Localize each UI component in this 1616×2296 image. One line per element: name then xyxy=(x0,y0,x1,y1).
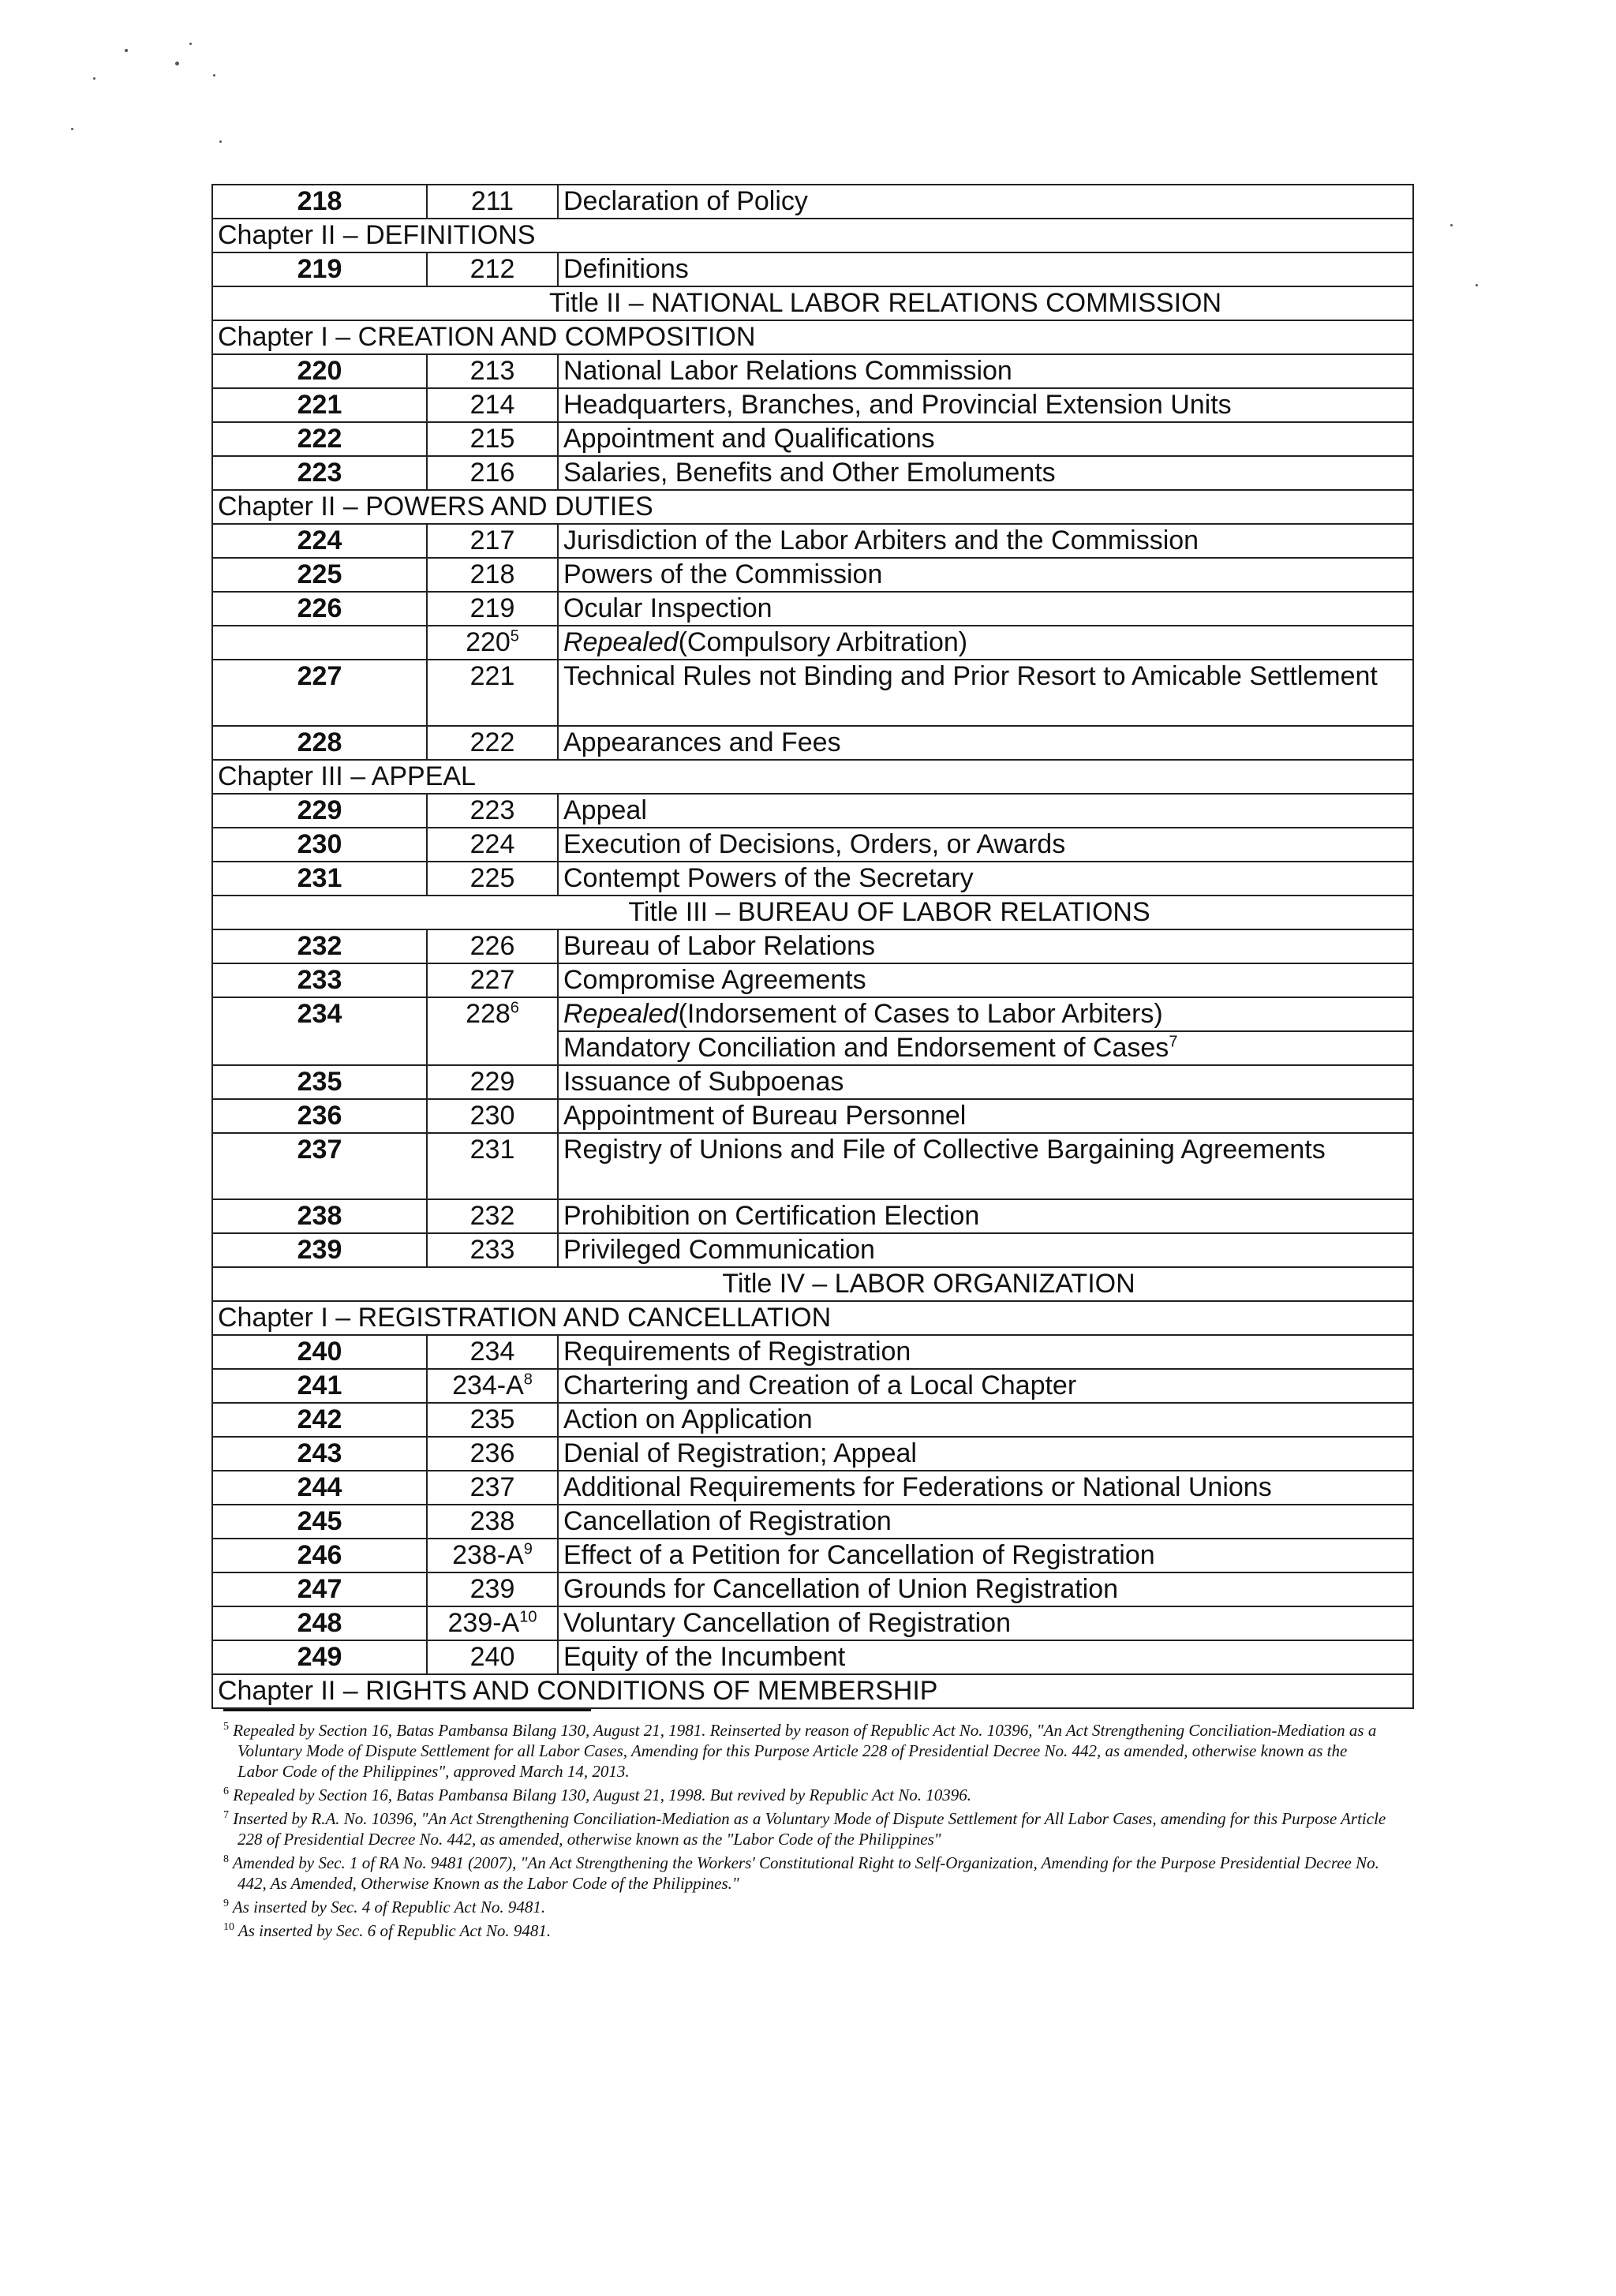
article-row xyxy=(212,388,1413,422)
article-title-text: Appeal xyxy=(563,795,647,825)
article-title xyxy=(558,1199,1413,1233)
article-row xyxy=(212,1369,1413,1403)
article-row xyxy=(212,828,1413,862)
article-row xyxy=(212,1471,1413,1505)
old-article-number xyxy=(427,1369,558,1403)
old-number-text: 240 xyxy=(469,1642,515,1672)
article-title xyxy=(558,1133,1413,1199)
article-row xyxy=(212,997,1413,1031)
old-article-number xyxy=(427,1133,558,1199)
new-article-number: 232 xyxy=(212,929,427,963)
old-number-text: 217 xyxy=(469,525,515,555)
title-row xyxy=(212,286,1413,320)
chapter-heading: Chapter III – APPEAL xyxy=(212,760,1413,794)
footnote-ref: 10 xyxy=(519,1608,537,1626)
article-title-text: Appearances and Fees xyxy=(563,727,841,757)
footnote-text: Inserted by R.A. No. 10396, "An Act Strengthening Conciliation-Mediation as a Voluntary Mode of Dispute Settlement for All Labor Cases, amending for this Purpose Article 228 of Presidential Decree No. 442, as amended, otherwise known as the "Labor Code of the Philippines" xyxy=(229,1809,1386,1849)
old-article-number xyxy=(427,388,558,422)
old-number-text: 238-A xyxy=(452,1540,524,1570)
footnote xyxy=(223,1897,1391,1917)
article-row xyxy=(212,626,1413,660)
old-article-number xyxy=(427,1539,558,1572)
footnote-number: 5 xyxy=(223,1721,229,1733)
article-title-text: Additional Requirements for Federations or National Unions xyxy=(563,1472,1272,1502)
article-title-text: Privileged Communication xyxy=(563,1235,875,1265)
old-article-number xyxy=(427,929,558,963)
title-row xyxy=(212,896,1413,929)
article-title xyxy=(558,252,1413,286)
article-title-text: Contempt Powers of the Secretary xyxy=(563,863,974,893)
footnote-number: 10 xyxy=(223,1921,234,1933)
article-title-text: Execution of Decisions, Orders, or Awards xyxy=(563,829,1066,859)
footnote-ref: 9 xyxy=(523,1540,533,1558)
chapter-row xyxy=(212,760,1413,794)
old-article-number xyxy=(427,1199,558,1233)
old-number-text: 228 xyxy=(466,999,511,1029)
article-title xyxy=(558,456,1413,490)
chapter-heading: Chapter II – RIGHTS AND CONDITIONS OF MEMBERSHIP xyxy=(212,1674,1413,1708)
article-title xyxy=(558,1505,1413,1539)
old-number-text: 227 xyxy=(469,965,515,995)
new-article-number: 238 xyxy=(212,1199,427,1233)
old-number-text: 211 xyxy=(470,186,514,216)
article-title-text: Action on Application xyxy=(563,1404,813,1434)
article-title xyxy=(558,592,1413,626)
article-title xyxy=(558,1031,1413,1065)
article-row xyxy=(212,1572,1413,1606)
footnote-text: As inserted by Sec. 4 of Republic Act No. 9481. xyxy=(229,1898,546,1916)
old-number-text: 212 xyxy=(469,254,515,284)
new-article-number: 230 xyxy=(212,828,427,862)
new-article-number: 235 xyxy=(212,1065,427,1099)
footnote-text: Repealed by Section 16, Batas Pambansa Bilang 130, August 21, 1981. Reinserted by reason of Republic Act No. 10396, "An Act Strengthening Conciliation-Mediation as a Voluntary Mode of Dispute Settlement for all Labor Cases, Amending for this Purpose Article 228 of Presidential Decree No. 442, as amended, otherwise known as the Labor Code of the Philippines", approved March 14, 2013. xyxy=(229,1721,1377,1781)
old-number-text: 234-A xyxy=(452,1370,524,1400)
scan-speck xyxy=(71,128,73,130)
article-title-text: Prohibition on Certification Election xyxy=(563,1201,980,1231)
new-article-number: 218 xyxy=(212,185,427,219)
article-row xyxy=(212,963,1413,997)
article-title-text: Registry of Unions and File of Collective Bargaining Agreements xyxy=(563,1135,1326,1165)
article-title xyxy=(558,1437,1413,1471)
new-article-number: 246 xyxy=(212,1539,427,1572)
article-title-text: Chartering and Creation of a Local Chapter xyxy=(563,1370,1077,1400)
old-article-number xyxy=(427,1065,558,1099)
article-title xyxy=(558,1335,1413,1369)
scan-speck xyxy=(1450,224,1453,226)
new-article-number: 231 xyxy=(212,862,427,896)
footnote xyxy=(223,1920,1391,1941)
new-article-number: 248 xyxy=(212,1606,427,1640)
old-article-number xyxy=(427,660,558,726)
article-title-text: (Compulsory Arbitration) xyxy=(678,627,968,657)
footnote-number: 8 xyxy=(223,1853,229,1865)
old-number-text: 216 xyxy=(469,458,515,488)
scan-speck xyxy=(219,140,222,143)
footnote-ref: 6 xyxy=(510,999,519,1017)
article-title xyxy=(558,794,1413,828)
article-title-text: Jurisdiction of the Labor Arbiters and the Commission xyxy=(563,525,1199,555)
old-number-text: 231 xyxy=(469,1135,515,1165)
old-article-number xyxy=(427,626,558,660)
new-article-number: 242 xyxy=(212,1403,427,1437)
chapter-row xyxy=(212,1301,1413,1335)
article-row xyxy=(212,1505,1413,1539)
footnote-ref: 7 xyxy=(1169,1033,1178,1051)
article-row xyxy=(212,1437,1413,1471)
article-title xyxy=(558,354,1413,388)
article-title xyxy=(558,963,1413,997)
old-number-text: 219 xyxy=(469,593,515,623)
article-title-text: Mandatory Conciliation and Endorsement of Cases xyxy=(563,1033,1169,1063)
old-article-number xyxy=(427,1505,558,1539)
old-number-text: 215 xyxy=(469,424,515,454)
new-article-number: 223 xyxy=(212,456,427,490)
article-title xyxy=(558,1640,1413,1674)
old-number-text: 223 xyxy=(469,795,515,825)
article-title-text: Issuance of Subpoenas xyxy=(563,1067,844,1097)
new-article-number: 249 xyxy=(212,1640,427,1674)
old-article-number xyxy=(427,794,558,828)
new-article-number: 240 xyxy=(212,1335,427,1369)
old-article-number xyxy=(427,862,558,896)
new-article-number: 247 xyxy=(212,1572,427,1606)
article-row xyxy=(212,794,1413,828)
scan-speck xyxy=(213,74,215,77)
new-article-number: 239 xyxy=(212,1233,427,1267)
article-row xyxy=(212,422,1413,456)
article-title xyxy=(558,185,1413,219)
new-article-number: 227 xyxy=(212,660,427,726)
new-article-number: 226 xyxy=(212,592,427,626)
article-title-text: Compromise Agreements xyxy=(563,965,866,995)
article-title xyxy=(558,726,1413,760)
new-article-number: 243 xyxy=(212,1437,427,1471)
old-article-number xyxy=(427,422,558,456)
article-title xyxy=(558,1369,1413,1403)
old-number-text: 239-A xyxy=(447,1608,520,1638)
old-article-number xyxy=(427,1099,558,1133)
article-row xyxy=(212,726,1413,760)
new-article-number: 228 xyxy=(212,726,427,760)
article-row xyxy=(212,929,1413,963)
article-title xyxy=(558,558,1413,592)
article-row xyxy=(212,1335,1413,1369)
article-row xyxy=(212,524,1413,558)
article-title-text: Headquarters, Branches, and Provincial Extension Units xyxy=(563,390,1232,420)
article-row xyxy=(212,1403,1413,1437)
old-article-number xyxy=(427,354,558,388)
old-article-number xyxy=(427,1335,558,1369)
new-article-number: 233 xyxy=(212,963,427,997)
old-number-text: 218 xyxy=(469,559,515,589)
old-article-number xyxy=(427,558,558,592)
article-row xyxy=(212,592,1413,626)
article-row xyxy=(212,1099,1413,1133)
old-number-text: 220 xyxy=(466,627,511,657)
footnote-separator xyxy=(223,1709,591,1711)
article-row xyxy=(212,1065,1413,1099)
scan-speck xyxy=(125,49,128,52)
old-number-text: 239 xyxy=(469,1574,515,1604)
old-article-number xyxy=(427,1471,558,1505)
scan-speck xyxy=(175,62,179,65)
article-title xyxy=(558,1099,1413,1133)
scan-speck xyxy=(1476,284,1478,286)
new-article-number: 237 xyxy=(212,1133,427,1199)
article-title-text: National Labor Relations Commission xyxy=(563,356,1012,386)
article-title xyxy=(558,1539,1413,1572)
new-article-number: 229 xyxy=(212,794,427,828)
article-title xyxy=(558,828,1413,862)
article-row xyxy=(212,1233,1413,1267)
article-row xyxy=(212,1133,1413,1199)
old-number-text: 237 xyxy=(469,1472,515,1502)
footnote xyxy=(223,1808,1391,1849)
article-title-text: Voluntary Cancellation of Registration xyxy=(563,1608,1011,1638)
article-title xyxy=(558,1606,1413,1640)
footnote-text: Repealed by Section 16, Batas Pambansa Bilang 130, August 21, 1998. But revived by Republic Act No. 10396. xyxy=(229,1786,971,1804)
new-article-number: 224 xyxy=(212,524,427,558)
footnote-number: 7 xyxy=(223,1809,229,1821)
article-title-text: Declaration of Policy xyxy=(563,186,808,216)
old-article-number xyxy=(427,963,558,997)
footnote-ref: 8 xyxy=(523,1370,533,1389)
old-article-number xyxy=(427,592,558,626)
old-number-text: 230 xyxy=(469,1101,515,1131)
article-title xyxy=(558,1572,1413,1606)
old-number-text: 232 xyxy=(469,1201,515,1231)
footnote-text: As inserted by Sec. 6 of Republic Act No. 9481. xyxy=(234,1921,552,1940)
old-number-text: 233 xyxy=(469,1235,515,1265)
article-row xyxy=(212,660,1413,726)
new-article-number: 222 xyxy=(212,422,427,456)
chapter-heading: Chapter II – DEFINITIONS xyxy=(212,219,1413,252)
new-article-number: 234 xyxy=(212,997,427,1065)
repealed-label: Repealed xyxy=(563,627,679,657)
article-title xyxy=(558,929,1413,963)
footnote xyxy=(223,1785,1391,1805)
new-article-number: 245 xyxy=(212,1505,427,1539)
new-article-number: 241 xyxy=(212,1369,427,1403)
chapter-heading: Chapter I – REGISTRATION AND CANCELLATION xyxy=(212,1301,1413,1335)
article-title-text: Cancellation of Registration xyxy=(563,1506,892,1536)
old-article-number xyxy=(427,997,558,1065)
article-title-text: Denial of Registration; Appeal xyxy=(563,1438,917,1468)
article-title xyxy=(558,1403,1413,1437)
article-row xyxy=(212,862,1413,896)
old-number-text: 225 xyxy=(469,863,515,893)
new-article-number xyxy=(212,626,427,660)
article-title xyxy=(558,626,1413,660)
article-row xyxy=(212,1199,1413,1233)
old-article-number xyxy=(427,1233,558,1267)
article-title-text: Effect of a Petition for Cancellation of Registration xyxy=(563,1540,1155,1570)
chapter-row xyxy=(212,490,1413,524)
article-title xyxy=(558,388,1413,422)
new-article-number: 219 xyxy=(212,252,427,286)
article-title-text: Appointment and Qualifications xyxy=(563,424,935,454)
footnote xyxy=(223,1720,1391,1782)
title-heading: Title II – NATIONAL LABOR RELATIONS COMMISSION xyxy=(212,286,1413,320)
article-title xyxy=(558,422,1413,456)
new-article-number: 221 xyxy=(212,388,427,422)
old-number-text: 238 xyxy=(469,1506,515,1536)
new-article-number: 236 xyxy=(212,1099,427,1133)
article-row xyxy=(212,558,1413,592)
old-number-text: 236 xyxy=(469,1438,515,1468)
article-title-text: Technical Rules not Binding and Prior Resort to Amicable Settlement xyxy=(563,661,1378,691)
footnotes xyxy=(223,1720,1391,1944)
article-row xyxy=(212,456,1413,490)
old-number-text: 222 xyxy=(469,727,515,757)
new-article-number: 244 xyxy=(212,1471,427,1505)
article-title-text: Equity of the Incumbent xyxy=(563,1642,846,1672)
new-article-number: 220 xyxy=(212,354,427,388)
chapter-row xyxy=(212,1674,1413,1708)
article-title-text: Bureau of Labor Relations xyxy=(563,931,876,961)
new-article-number: 225 xyxy=(212,558,427,592)
footnote-text: Amended by Sec. 1 of RA No. 9481 (2007), "An Act Strengthening the Workers' Constitutional Right to Self-Organization, Amending for the Purpose Presidential Decree No. 442, As Amended, Otherwise Known as the Labor Code of the Philippines." xyxy=(229,1853,1379,1893)
old-article-number xyxy=(427,1403,558,1437)
article-row xyxy=(212,1606,1413,1640)
article-title xyxy=(558,1233,1413,1267)
concordance-table xyxy=(211,184,1414,1709)
old-number-text: 235 xyxy=(469,1404,515,1434)
article-title xyxy=(558,524,1413,558)
old-article-number xyxy=(427,1572,558,1606)
footnote-ref: 5 xyxy=(510,627,519,645)
old-article-number xyxy=(427,1640,558,1674)
scan-speck xyxy=(189,43,192,45)
article-title-text: Ocular Inspection xyxy=(563,593,772,623)
old-article-number xyxy=(427,185,558,219)
title-heading: Title III – BUREAU OF LABOR RELATIONS xyxy=(212,896,1413,929)
article-title xyxy=(558,660,1413,726)
article-row xyxy=(212,354,1413,388)
repealed-label: Repealed xyxy=(563,999,679,1029)
old-number-text: 213 xyxy=(469,356,515,386)
old-article-number xyxy=(427,456,558,490)
old-article-number xyxy=(427,828,558,862)
chapter-heading: Chapter II – POWERS AND DUTIES xyxy=(212,490,1413,524)
article-title-text: (Indorsement of Cases to Labor Arbiters) xyxy=(678,999,1163,1029)
footnote-number: 9 xyxy=(223,1898,229,1909)
old-article-number xyxy=(427,1437,558,1471)
chapter-row xyxy=(212,320,1413,354)
article-row xyxy=(212,1539,1413,1572)
old-article-number xyxy=(427,726,558,760)
old-number-text: 226 xyxy=(469,931,515,961)
old-article-number xyxy=(427,1606,558,1640)
old-number-text: 229 xyxy=(469,1067,515,1097)
article-title-text: Requirements of Registration xyxy=(563,1337,911,1367)
article-title xyxy=(558,1471,1413,1505)
article-row xyxy=(212,185,1413,219)
old-number-text: 224 xyxy=(469,829,515,859)
article-row xyxy=(212,252,1413,286)
old-number-text: 234 xyxy=(469,1337,515,1367)
title-heading: Title IV – LABOR ORGANIZATION xyxy=(212,1267,1413,1301)
article-title-text: Appointment of Bureau Personnel xyxy=(563,1101,967,1131)
article-title xyxy=(558,997,1413,1031)
article-title-text: Salaries, Benefits and Other Emoluments xyxy=(563,458,1056,488)
article-row xyxy=(212,1640,1413,1674)
article-title-text: Definitions xyxy=(563,254,689,284)
article-title-text: Grounds for Cancellation of Union Registration xyxy=(563,1574,1119,1604)
article-title xyxy=(558,1065,1413,1099)
old-article-number xyxy=(427,524,558,558)
article-title-text: Powers of the Commission xyxy=(563,559,883,589)
footnote-number: 6 xyxy=(223,1786,229,1797)
article-title xyxy=(558,862,1413,896)
title-row xyxy=(212,1267,1413,1301)
old-number-text: 214 xyxy=(469,390,515,420)
chapter-heading: Chapter I – CREATION AND COMPOSITION xyxy=(212,320,1413,354)
old-number-text: 221 xyxy=(469,661,515,691)
footnote xyxy=(223,1853,1391,1894)
old-article-number xyxy=(427,252,558,286)
chapter-row xyxy=(212,219,1413,252)
scan-speck xyxy=(93,77,95,80)
